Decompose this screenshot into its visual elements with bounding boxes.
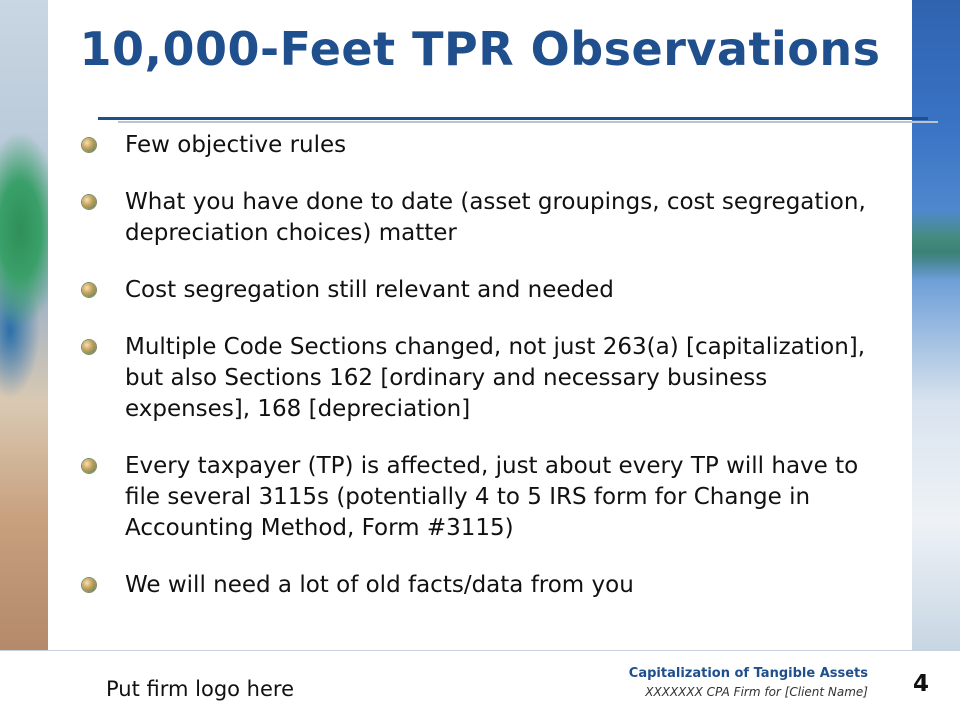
title-divider: [98, 117, 928, 120]
bullet-item: [82, 451, 872, 544]
bullet-text: What you have done to date (asset groupings, cost segregation, depreciation choices) matter: [125, 189, 866, 246]
bullet-item: [82, 570, 872, 601]
bullet-icon: [82, 459, 96, 473]
background-photo-right: [912, 0, 960, 650]
footer-divider: [0, 650, 960, 651]
bullet-item: [82, 130, 872, 161]
footer-firm-line: XXXXXXX CPA Firm for [Client Name]: [645, 685, 868, 699]
bullet-icon: [82, 195, 96, 209]
bullet-item: [82, 275, 872, 306]
background-photo-left: [0, 0, 48, 650]
bullet-icon: [82, 578, 96, 592]
bullet-icon: [82, 138, 96, 152]
bullet-icon: [82, 340, 96, 354]
bullet-icon: [82, 283, 96, 297]
title-divider-shadow: [118, 121, 938, 123]
bullet-text: Few objective rules: [125, 132, 347, 158]
bullet-list: [82, 130, 872, 627]
footer-presentation-title: Capitalization of Tangible Assets: [628, 666, 868, 681]
bullet-text: Cost segregation still relevant and needed: [125, 277, 614, 303]
bullet-text: Every taxpayer (TP) is affected, just about every TP will have to file several 3115s (potentially 4 to 5 IRS form for Change in Accounting Method, Form #3115): [125, 453, 859, 541]
bullet-text: Multiple Code Sections changed, not just 263(a) [capitalization], but also Sections 162 [ordinary and necessary business expenses], 168 [depreciation]: [125, 334, 866, 422]
page-number: 4: [912, 671, 929, 697]
bullet-item: [82, 187, 872, 249]
bullet-item: [82, 332, 872, 425]
slide-title: 10,000-Feet TPR Observations: [79, 22, 881, 76]
firm-logo-placeholder: Put firm logo here: [106, 677, 294, 701]
bullet-text: We will need a lot of old facts/data from you: [125, 572, 634, 598]
slide-content: [48, 0, 912, 650]
